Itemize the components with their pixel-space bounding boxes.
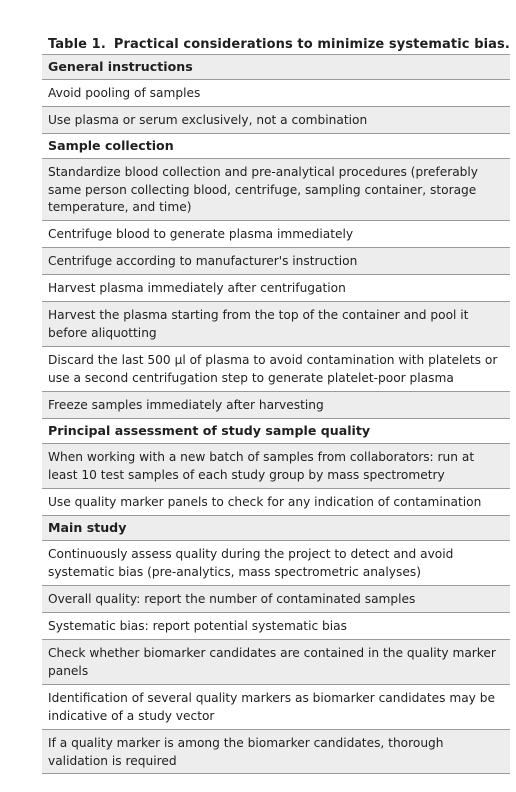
table-row: Systematic bias: report potential systematic bias bbox=[42, 612, 510, 639]
table-row: Freeze samples immediately after harvesting bbox=[42, 391, 510, 418]
table-title: Practical considerations to minimize systematic bias. bbox=[113, 37, 510, 52]
section-heading-main-study: Main study bbox=[42, 515, 510, 540]
table-label: Table 1. bbox=[48, 37, 106, 52]
table-row: Identification of several quality markers as biomarker candidates may be indicative of a study vector bbox=[42, 684, 510, 729]
table-row: Discard the last 500 µl of plasma to avoid contamination with platelets or use a second centrifugation step to generate platelet-poor plasma bbox=[42, 346, 510, 391]
table-row: Use plasma or serum exclusively, not a combination bbox=[42, 106, 510, 133]
table-row: When working with a new batch of samples from collaborators: run at least 10 test samples of each study group by mass spectrometry bbox=[42, 443, 510, 488]
table-row: Continuously assess quality during the project to detect and avoid systematic bias (pre-analytics, mass spectrometric analyses) bbox=[42, 540, 510, 585]
table-row: Centrifuge blood to generate plasma immediately bbox=[42, 220, 510, 247]
section-heading-principal-assessment: Principal assessment of study sample quality bbox=[42, 418, 510, 443]
table-caption bbox=[48, 37, 510, 54]
section-heading-sample-collection: Sample collection bbox=[42, 133, 510, 158]
table-row: Standardize blood collection and pre-analytical procedures (preferably same person collecting blood, centrifuge, sampling container, storage temperature, and time) bbox=[42, 158, 510, 220]
table-row: Check whether biomarker candidates are contained in the quality marker panels bbox=[42, 639, 510, 684]
table-row: Overall quality: report the number of contaminated samples bbox=[42, 585, 510, 612]
considerations-table bbox=[42, 54, 510, 774]
table-row: Harvest the plasma starting from the top of the container and pool it before aliquotting bbox=[42, 301, 510, 346]
table-row: Avoid pooling of samples bbox=[42, 79, 510, 106]
table-row: Harvest plasma immediately after centrifugation bbox=[42, 274, 510, 301]
table-row: Use quality marker panels to check for any indication of contamination bbox=[42, 488, 510, 515]
table-row: Centrifuge according to manufacturer's instruction bbox=[42, 247, 510, 274]
section-heading-general-instructions: General instructions bbox=[42, 54, 510, 79]
table-row: If a quality marker is among the biomarker candidates, thorough validation is required bbox=[42, 729, 510, 774]
